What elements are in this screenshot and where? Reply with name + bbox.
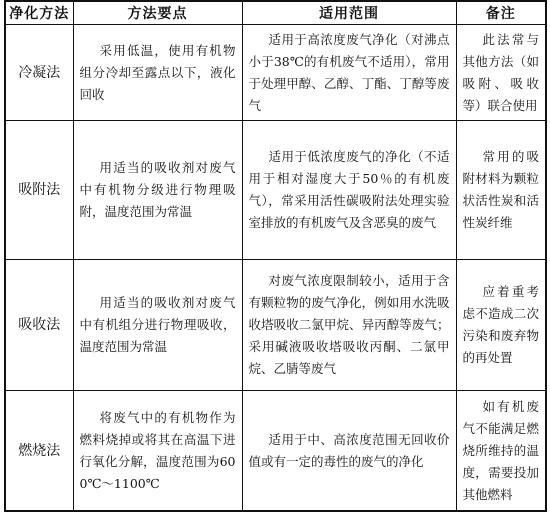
header-method: 净化方法 [5, 1, 73, 25]
table-row [5, 121, 546, 260]
header-points: 方法要点 [73, 1, 242, 25]
points-cell: 采用低温，使用有机物组分冷却至露点以下，液化回收 [73, 25, 242, 121]
scope-cell: 适用于高浓度废气净化（对沸点小于38℃的有机废气不适用），常用于处理甲醇、乙醇、丁酯、丁醇等废气 [242, 25, 456, 121]
method-cell: 吸收法 [5, 260, 73, 391]
purification-methods-table [4, 0, 547, 512]
note-cell: 此法常与其他方法（如吸附、吸收等）联合使用 [456, 25, 546, 121]
method-cell: 冷凝法 [5, 25, 73, 121]
table-row [5, 25, 546, 121]
header-note: 备注 [456, 1, 546, 25]
note-cell: 如有机废气不能满足燃烧所维持的温度，需要投加其他燃料 [456, 391, 546, 512]
table-row [5, 260, 546, 391]
table-header-row [5, 1, 546, 25]
points-cell: 用适当的吸收剂对废气中有机物分级进行物理吸附，温度范围为常温 [73, 121, 242, 260]
scope-cell: 对废气浓度限制较小，适用于含有颗粒物的废气净化，例如用水洗吸收塔吸收二氯甲烷、异丙醇等废气；采用碱液吸收塔吸收丙酮、二氯甲烷、乙腈等废气 [242, 260, 456, 391]
method-cell: 吸附法 [5, 121, 73, 260]
note-cell: 应着重考虑不造成二次污染和废弃物的再处置 [456, 260, 546, 391]
table-row [5, 391, 546, 512]
note-cell: 常用的吸附材料为颗粒状活性炭和活性炭纤维 [456, 121, 546, 260]
header-scope: 适用范围 [242, 1, 456, 25]
points-cell: 将废气中的有机物作为燃料烧掉或将其在高温下进行氧化分解，温度范围为600℃～1100℃ [73, 391, 242, 512]
method-cell: 燃烧法 [5, 391, 73, 512]
scope-cell: 适用于低浓度废气的净化（不适用于相对湿度大于50％的有机废气），常采用活性碳吸附法处理实验室排放的有机废气及含恶臭的废气 [242, 121, 456, 260]
scope-cell: 适用于中、高浓度范围无回收价值或有一定的毒性的废气的净化 [242, 391, 456, 512]
points-cell: 用适当的吸收剂对废气中有机组分进行物理吸收，温度范围为常温 [73, 260, 242, 391]
